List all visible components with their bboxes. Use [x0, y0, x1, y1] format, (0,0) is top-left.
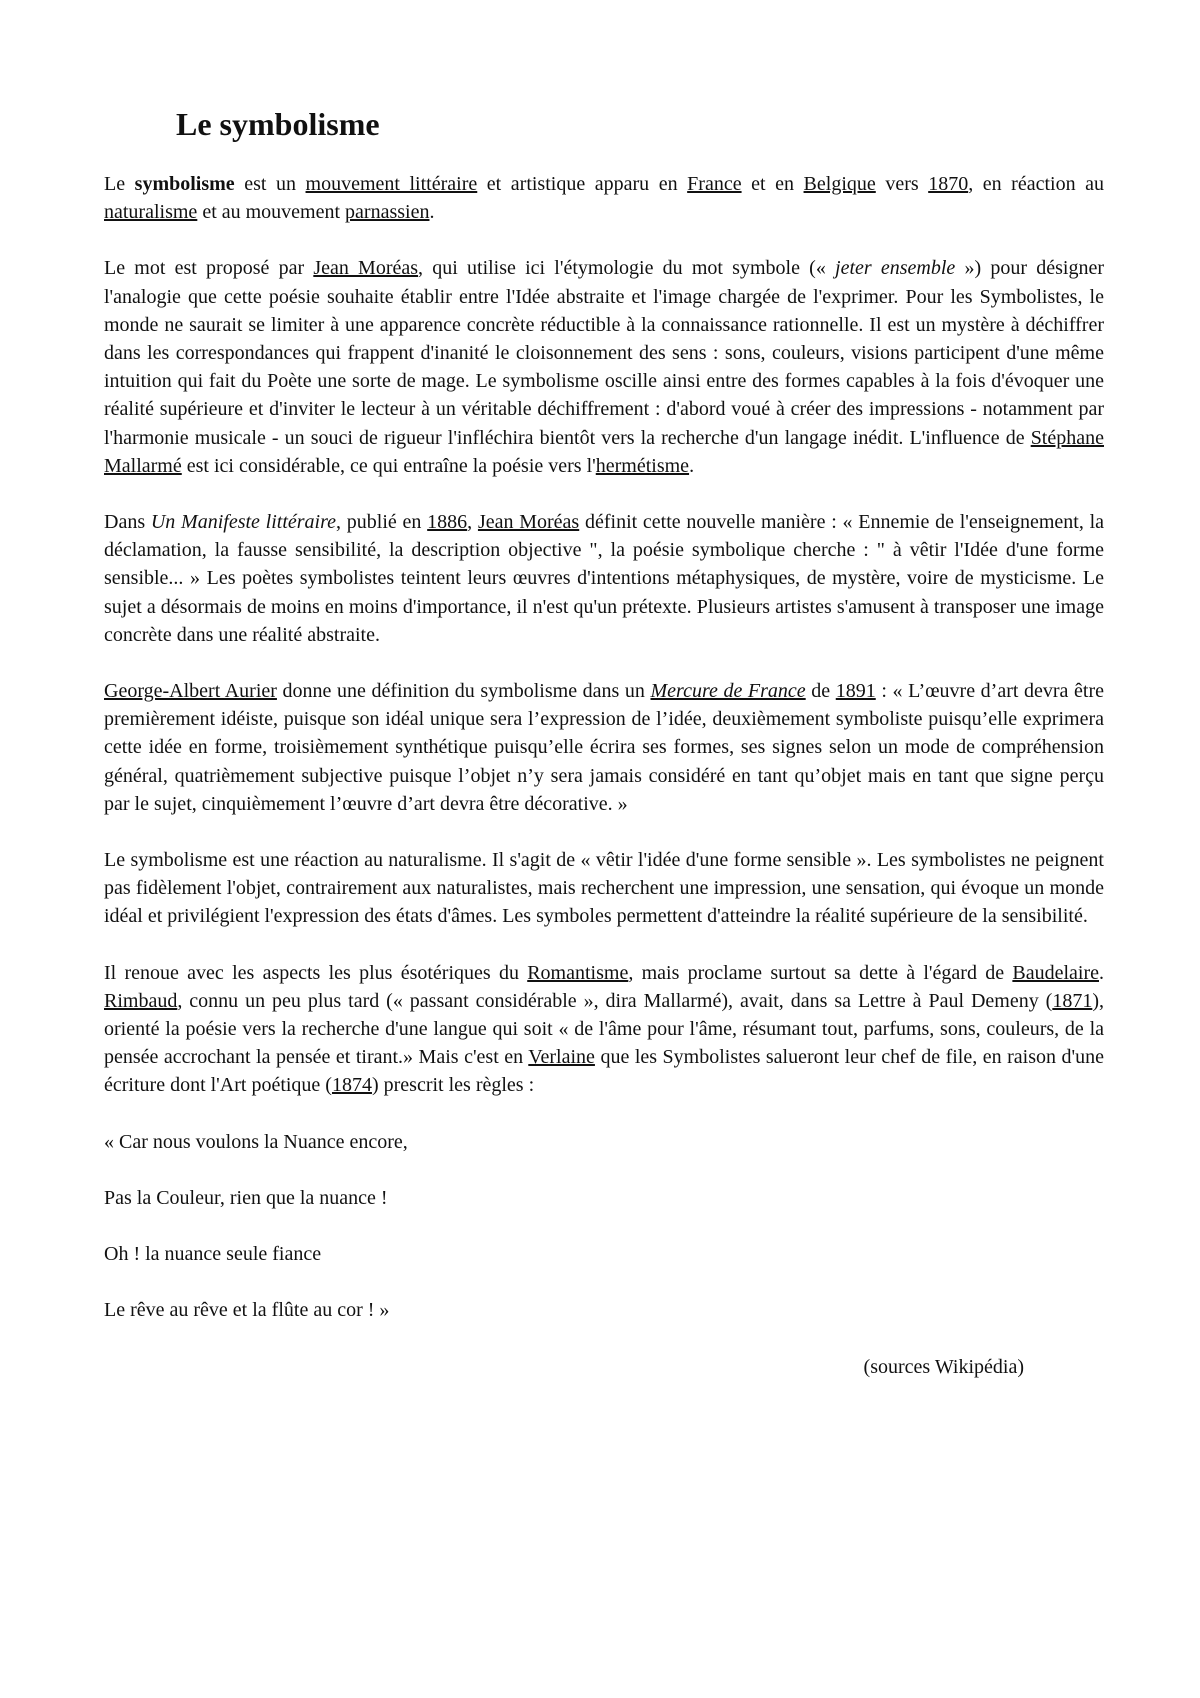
text: est ici considérable, ce qui entraîne la poésie vers l': [181, 454, 596, 477]
text: , qui utilise ici l'étymologie du mot symbole («: [418, 257, 836, 280]
link-jean-moreas[interactable]: Jean Moréas: [477, 511, 580, 534]
link-romantisme[interactable]: Romantisme: [527, 961, 629, 984]
text: que les Symbolistes salueront leur chef de file, en raison d'une écriture dont l'Art poétique (: [104, 1046, 1104, 1097]
link-1891[interactable]: 1891: [835, 680, 876, 703]
poem-line-1: « Car nous voulons la Nuance encore,: [104, 1130, 408, 1153]
link-stephane-mallarme[interactable]: Stéphane Mallarmé: [104, 426, 1104, 477]
link-1886[interactable]: 1886: [427, 511, 468, 534]
text: et artistique apparu en: [477, 173, 688, 195]
text: vers: [875, 173, 929, 195]
link-hermetisme[interactable]: hermétisme: [595, 454, 690, 477]
text: , mais proclame surtout sa dette à l'égard de: [628, 961, 1013, 984]
link-france[interactable]: France: [687, 173, 742, 195]
link-1870[interactable]: 1870: [928, 173, 969, 195]
poem-line-3: Oh ! la nuance seule fiance: [104, 1243, 322, 1266]
text: , connu un peu plus tard (« passant considérable », dira Mallarmé), avait, dans sa Lettre à Paul Demeny (: [177, 989, 1053, 1012]
link-verlaine[interactable]: Verlaine: [528, 1046, 595, 1069]
text: donne une définition du symbolisme dans un: [276, 680, 651, 703]
link-1874[interactable]: 1874: [331, 1074, 372, 1097]
page-title: Le symbolisme: [176, 106, 380, 142]
paragraph-romantisme: [104, 959, 1104, 1100]
poem-line-2: Pas la Couleur, rien que la nuance !: [104, 1186, 388, 1209]
link-george-albert-aurier[interactable]: George-Albert Aurier: [104, 680, 277, 703]
text: ») pour désigner l'analogie que cette poésie souhaite établir entre l'Idée abstraite et l'image chargée de l'exprimer. Pour les Symbolistes, le monde ne saurait se limiter à une apparence concrète réductible à la connaissance rationnelle. Il est un mystère à déchiffrer dans les correspondances qui frappent d'inanité le cloisonnement des sens : sons, couleurs, visions participent d'une même intuition qui fait du Poète une sorte de mage. Le symbolisme oscille ainsi entre des formes capables à la fois d'évoquer une réalité supérieure et d'inviter le lecteur à un véritable déchiffrement : d'abord voué à créer des impressions - notamment par l'harmonie musicale - un souci de rigueur l'infléchira bientôt vers la recherche d'un langage inédit. L'influence de: [104, 257, 1105, 449]
text: .: [689, 454, 695, 477]
text: ) prescrit les règles :: [371, 1074, 535, 1097]
link-1871[interactable]: 1871: [1052, 989, 1093, 1012]
paragraph-reaction: Le symbolisme est une réaction au naturalisme. Il s'agit de « vêtir l'idée d'une forme sensible ». Les symbolistes ne peignent pas fidèlement l'objet, contrairement aux naturalistes, mais recherchent une impression, une sensation, qui évoque un monde idéal et privilégient l'expression des états d'âmes. Les symboles permettent d'atteindre la réalité supérieure de la sensibilité.: [104, 849, 1104, 928]
text: et en: [741, 173, 804, 195]
link-naturalisme[interactable]: naturalisme: [104, 201, 198, 224]
text: définit cette nouvelle manière : « Ennemie de l'enseignement, la déclamation, la fausse sensibilité, la description objective ", la poésie symbolique cherche : " à vêtir l'Idée d'une forme sensible... » Les poètes symbolistes teintent leurs œuvres d'intentions métaphysiques, de mystère, voire de mysticisme. Le sujet a désormais de moins en moins d'importance, il n'est qu'un prétexte. Plusieurs artistes s'amusent à transposer une image concrète dans une réalité abstraite.: [104, 511, 1105, 646]
link-mouvement-litteraire[interactable]: mouvement littéraire: [305, 173, 478, 195]
source-credit: (sources Wikipédia): [863, 1355, 1024, 1378]
poem-line-4: Le rêve au rêve et la flûte au cor ! »: [104, 1299, 390, 1322]
paragraph-aurier: [104, 677, 1104, 818]
text: ,: [467, 511, 478, 534]
text: Le: [104, 173, 135, 195]
bold-term: symbolisme: [134, 173, 235, 195]
text: .: [1099, 961, 1104, 984]
text: et au mouvement: [197, 201, 346, 224]
link-jean-moreas[interactable]: Jean Moréas: [313, 257, 419, 280]
text: Dans: [104, 511, 151, 534]
link-mercure-de-france[interactable]: [651, 680, 806, 702]
text: Il renoue avec les aspects les plus ésotériques du: [104, 961, 528, 984]
link-baudelaire[interactable]: Baudelaire: [1012, 961, 1099, 984]
text: est un: [234, 173, 306, 195]
link-rimbaud[interactable]: Rimbaud: [104, 989, 178, 1012]
text: .: [429, 201, 435, 224]
link-parnassien[interactable]: parnassien: [345, 201, 430, 224]
link-belgique[interactable]: Belgique: [803, 173, 876, 195]
paragraph-intro: [104, 170, 1104, 226]
text: : « L’œuvre d’art devra être premièrement idéiste, puisque son idéal unique sera l’expression de l’idée, deuxièmement symboliste puisqu’elle exprimera cette idée en forme, troisièmement synthétique puisqu’elle écrira ses formes, ses signes selon un mode de compréhension général, quatrièmement subjective puisque l’objet n’y sera jamais considéré en tant qu’objet mais en tant que signe perçu par le sujet, cinquièmement l’œuvre d’art devra être décorative. »: [104, 680, 1104, 815]
paragraph-manifeste: [104, 508, 1104, 649]
italic-text: jeter ensemble: [835, 257, 956, 280]
paragraph-etymologie: [104, 254, 1104, 480]
italic-text: Mercure de France: [650, 680, 806, 703]
text: Le mot est proposé par: [104, 257, 314, 280]
italic-text: Un Manifeste littéraire: [150, 511, 337, 534]
text: ), orienté la poésie vers la recherche d'une langue qui soit « de l'âme pour l'âme, résumant tout, parfums, sons, couleurs, de la pensée accrochant la pensée et tirant.» Mais c'est en: [104, 989, 1104, 1069]
text: , publié en: [336, 511, 428, 534]
text: de: [805, 680, 836, 703]
text: , en réaction au: [968, 173, 1104, 195]
